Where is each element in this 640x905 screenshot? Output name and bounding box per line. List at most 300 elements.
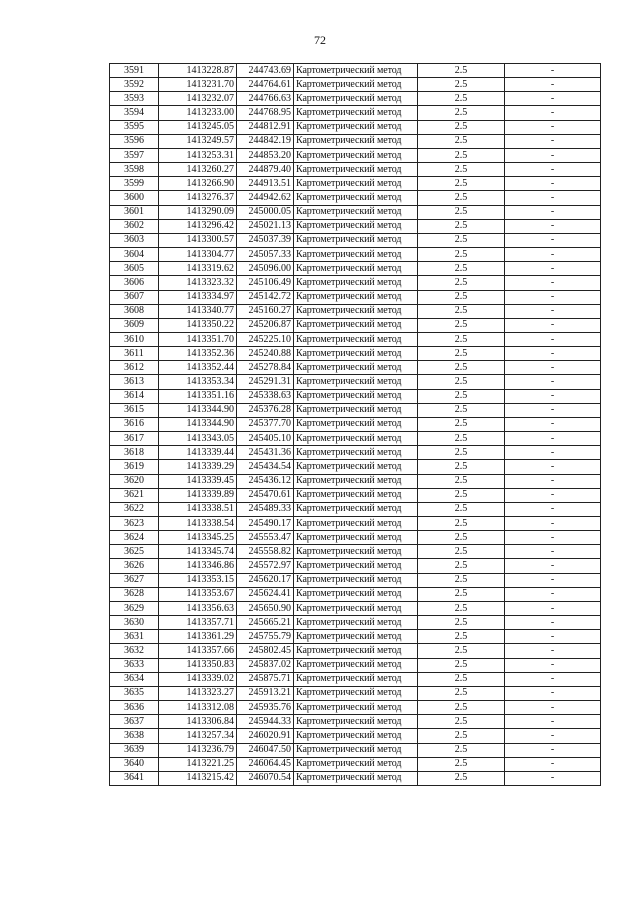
method-cell: Картометрический метод: [294, 686, 418, 700]
note-cell: -: [505, 601, 601, 615]
table-row: [110, 177, 601, 191]
accuracy-cell: 2.5: [418, 460, 505, 474]
table-row: [110, 488, 601, 502]
y-coordinate-cell: 245160.27: [237, 304, 294, 318]
accuracy-cell: 2.5: [418, 177, 505, 191]
y-coordinate-cell: 245096.00: [237, 262, 294, 276]
accuracy-cell: 2.5: [418, 587, 505, 601]
x-coordinate-cell: 1413257.34: [159, 729, 237, 743]
x-coordinate-cell: 1413245.05: [159, 120, 237, 134]
x-coordinate-cell: 1413339.29: [159, 460, 237, 474]
table-row: [110, 432, 601, 446]
table-row: [110, 757, 601, 771]
method-cell: Картометрический метод: [294, 587, 418, 601]
table-row: [110, 545, 601, 559]
table-row: [110, 743, 601, 757]
method-cell: Картометрический метод: [294, 120, 418, 134]
y-coordinate-cell: 245624.41: [237, 587, 294, 601]
point-number-cell: 3599: [110, 177, 159, 191]
note-cell: -: [505, 573, 601, 587]
point-number-cell: 3595: [110, 120, 159, 134]
y-coordinate-cell: 245944.33: [237, 715, 294, 729]
y-coordinate-cell: 245935.76: [237, 701, 294, 715]
x-coordinate-cell: 1413312.08: [159, 701, 237, 715]
note-cell: -: [505, 177, 601, 191]
y-coordinate-cell: 245650.90: [237, 601, 294, 615]
x-coordinate-cell: 1413350.22: [159, 318, 237, 332]
x-coordinate-cell: 1413338.51: [159, 502, 237, 516]
method-cell: Картометрический метод: [294, 601, 418, 615]
note-cell: -: [505, 488, 601, 502]
method-cell: Картометрический метод: [294, 531, 418, 545]
table-row: [110, 474, 601, 488]
y-coordinate-cell: 245000.05: [237, 205, 294, 219]
x-coordinate-cell: 1413344.90: [159, 403, 237, 417]
y-coordinate-cell: 244853.20: [237, 148, 294, 162]
point-number-cell: 3626: [110, 559, 159, 573]
y-coordinate-cell: 245436.12: [237, 474, 294, 488]
point-number-cell: 3635: [110, 686, 159, 700]
point-number-cell: 3623: [110, 517, 159, 531]
x-coordinate-cell: 1413351.16: [159, 389, 237, 403]
note-cell: -: [505, 106, 601, 120]
note-cell: -: [505, 347, 601, 361]
method-cell: Картометрический метод: [294, 191, 418, 205]
note-cell: -: [505, 432, 601, 446]
x-coordinate-cell: 1413345.74: [159, 545, 237, 559]
accuracy-cell: 2.5: [418, 601, 505, 615]
method-cell: Картометрический метод: [294, 460, 418, 474]
accuracy-cell: 2.5: [418, 488, 505, 502]
x-coordinate-cell: 1413351.70: [159, 332, 237, 346]
point-number-cell: 3625: [110, 545, 159, 559]
note-cell: -: [505, 120, 601, 134]
note-cell: -: [505, 276, 601, 290]
table-row: [110, 191, 601, 205]
accuracy-cell: 2.5: [418, 474, 505, 488]
point-number-cell: 3639: [110, 743, 159, 757]
x-coordinate-cell: 1413296.42: [159, 219, 237, 233]
table-row: [110, 517, 601, 531]
point-number-cell: 3641: [110, 771, 159, 785]
x-coordinate-cell: 1413350.83: [159, 658, 237, 672]
method-cell: Картометрический метод: [294, 276, 418, 290]
x-coordinate-cell: 1413290.09: [159, 205, 237, 219]
method-cell: Картометрический метод: [294, 148, 418, 162]
accuracy-cell: 2.5: [418, 630, 505, 644]
accuracy-cell: 2.5: [418, 361, 505, 375]
x-coordinate-cell: 1413300.57: [159, 233, 237, 247]
x-coordinate-cell: 1413344.90: [159, 417, 237, 431]
point-number-cell: 3634: [110, 672, 159, 686]
method-cell: Картометрический метод: [294, 729, 418, 743]
note-cell: -: [505, 587, 601, 601]
method-cell: Картометрический метод: [294, 332, 418, 346]
x-coordinate-cell: 1413353.15: [159, 573, 237, 587]
point-number-cell: 3637: [110, 715, 159, 729]
x-coordinate-cell: 1413304.77: [159, 248, 237, 262]
note-cell: -: [505, 686, 601, 700]
method-cell: Картометрический метод: [294, 743, 418, 757]
y-coordinate-cell: 245434.54: [237, 460, 294, 474]
x-coordinate-cell: 1413323.32: [159, 276, 237, 290]
accuracy-cell: 2.5: [418, 686, 505, 700]
y-coordinate-cell: 244879.40: [237, 163, 294, 177]
y-coordinate-cell: 245278.84: [237, 361, 294, 375]
x-coordinate-cell: 1413306.84: [159, 715, 237, 729]
x-coordinate-cell: 1413352.36: [159, 347, 237, 361]
accuracy-cell: 2.5: [418, 92, 505, 106]
x-coordinate-cell: 1413339.45: [159, 474, 237, 488]
method-cell: Картометрический метод: [294, 474, 418, 488]
y-coordinate-cell: 246064.45: [237, 757, 294, 771]
note-cell: -: [505, 233, 601, 247]
note-cell: -: [505, 290, 601, 304]
method-cell: Картометрический метод: [294, 205, 418, 219]
accuracy-cell: 2.5: [418, 389, 505, 403]
note-cell: -: [505, 502, 601, 516]
table-row: [110, 120, 601, 134]
table-row: [110, 248, 601, 262]
accuracy-cell: 2.5: [418, 205, 505, 219]
table-row: [110, 318, 601, 332]
note-cell: -: [505, 375, 601, 389]
table-row: [110, 403, 601, 417]
method-cell: Картометрический метод: [294, 290, 418, 304]
method-cell: Картометрический метод: [294, 248, 418, 262]
x-coordinate-cell: 1413353.67: [159, 587, 237, 601]
accuracy-cell: 2.5: [418, 417, 505, 431]
accuracy-cell: 2.5: [418, 148, 505, 162]
point-number-cell: 3592: [110, 78, 159, 92]
point-number-cell: 3636: [110, 701, 159, 715]
method-cell: Картометрический метод: [294, 715, 418, 729]
table-row: [110, 460, 601, 474]
method-cell: Картометрический метод: [294, 92, 418, 106]
table-row: [110, 601, 601, 615]
table-row: [110, 361, 601, 375]
x-coordinate-cell: 1413334.97: [159, 290, 237, 304]
method-cell: Картометрический метод: [294, 559, 418, 573]
point-number-cell: 3610: [110, 332, 159, 346]
y-coordinate-cell: 245913.21: [237, 686, 294, 700]
accuracy-cell: 2.5: [418, 375, 505, 389]
method-cell: Картометрический метод: [294, 134, 418, 148]
table-row: [110, 78, 601, 92]
accuracy-cell: 2.5: [418, 672, 505, 686]
accuracy-cell: 2.5: [418, 658, 505, 672]
method-cell: Картометрический метод: [294, 389, 418, 403]
note-cell: -: [505, 262, 601, 276]
method-cell: Картометрический метод: [294, 644, 418, 658]
accuracy-cell: 2.5: [418, 517, 505, 531]
x-coordinate-cell: 1413231.70: [159, 78, 237, 92]
note-cell: -: [505, 701, 601, 715]
x-coordinate-cell: 1413352.44: [159, 361, 237, 375]
x-coordinate-cell: 1413338.54: [159, 517, 237, 531]
point-number-cell: 3622: [110, 502, 159, 516]
point-number-cell: 3616: [110, 417, 159, 431]
x-coordinate-cell: 1413236.79: [159, 743, 237, 757]
point-number-cell: 3606: [110, 276, 159, 290]
note-cell: -: [505, 403, 601, 417]
x-coordinate-cell: 1413346.86: [159, 559, 237, 573]
y-coordinate-cell: 245490.17: [237, 517, 294, 531]
y-coordinate-cell: 246070.54: [237, 771, 294, 785]
note-cell: -: [505, 715, 601, 729]
note-cell: -: [505, 446, 601, 460]
accuracy-cell: 2.5: [418, 715, 505, 729]
point-number-cell: 3627: [110, 573, 159, 587]
method-cell: Картометрический метод: [294, 106, 418, 120]
note-cell: -: [505, 163, 601, 177]
table-row: [110, 389, 601, 403]
y-coordinate-cell: 245620.17: [237, 573, 294, 587]
note-cell: -: [505, 658, 601, 672]
point-number-cell: 3603: [110, 233, 159, 247]
point-number-cell: 3598: [110, 163, 159, 177]
point-number-cell: 3624: [110, 531, 159, 545]
table-row: [110, 658, 601, 672]
x-coordinate-cell: 1413260.27: [159, 163, 237, 177]
y-coordinate-cell: 245376.28: [237, 403, 294, 417]
coordinates-table-body: [110, 64, 601, 786]
y-coordinate-cell: 245106.49: [237, 276, 294, 290]
accuracy-cell: 2.5: [418, 304, 505, 318]
accuracy-cell: 2.5: [418, 545, 505, 559]
table-row: [110, 771, 601, 785]
note-cell: -: [505, 219, 601, 233]
point-number-cell: 3609: [110, 318, 159, 332]
table-row: [110, 290, 601, 304]
method-cell: Картометрический метод: [294, 757, 418, 771]
table-row: [110, 375, 601, 389]
accuracy-cell: 2.5: [418, 191, 505, 205]
point-number-cell: 3600: [110, 191, 159, 205]
y-coordinate-cell: 245037.39: [237, 233, 294, 247]
note-cell: -: [505, 460, 601, 474]
method-cell: Картометрический метод: [294, 502, 418, 516]
note-cell: -: [505, 743, 601, 757]
note-cell: -: [505, 318, 601, 332]
note-cell: -: [505, 134, 601, 148]
method-cell: Картометрический метод: [294, 318, 418, 332]
method-cell: Картометрический метод: [294, 304, 418, 318]
point-number-cell: 3613: [110, 375, 159, 389]
note-cell: -: [505, 148, 601, 162]
accuracy-cell: 2.5: [418, 403, 505, 417]
accuracy-cell: 2.5: [418, 332, 505, 346]
y-coordinate-cell: 245206.87: [237, 318, 294, 332]
y-coordinate-cell: 244743.69: [237, 64, 294, 78]
table-row: [110, 417, 601, 431]
table-row: [110, 163, 601, 177]
point-number-cell: 3605: [110, 262, 159, 276]
table-row: [110, 559, 601, 573]
y-coordinate-cell: 245291.31: [237, 375, 294, 389]
point-number-cell: 3607: [110, 290, 159, 304]
method-cell: Картометрический метод: [294, 403, 418, 417]
accuracy-cell: 2.5: [418, 106, 505, 120]
point-number-cell: 3631: [110, 630, 159, 644]
accuracy-cell: 2.5: [418, 78, 505, 92]
table-row: [110, 106, 601, 120]
method-cell: Картометрический метод: [294, 658, 418, 672]
accuracy-cell: 2.5: [418, 120, 505, 134]
y-coordinate-cell: 245377.70: [237, 417, 294, 431]
table-row: [110, 672, 601, 686]
y-coordinate-cell: 244766.63: [237, 92, 294, 106]
y-coordinate-cell: 245470.61: [237, 488, 294, 502]
y-coordinate-cell: 245802.45: [237, 644, 294, 658]
table-row: [110, 701, 601, 715]
accuracy-cell: 2.5: [418, 559, 505, 573]
table-row: [110, 573, 601, 587]
accuracy-cell: 2.5: [418, 502, 505, 516]
accuracy-cell: 2.5: [418, 290, 505, 304]
y-coordinate-cell: 246020.91: [237, 729, 294, 743]
accuracy-cell: 2.5: [418, 531, 505, 545]
point-number-cell: 3638: [110, 729, 159, 743]
y-coordinate-cell: 245875.71: [237, 672, 294, 686]
y-coordinate-cell: 245057.33: [237, 248, 294, 262]
x-coordinate-cell: 1413221.25: [159, 757, 237, 771]
method-cell: Картометрический метод: [294, 163, 418, 177]
note-cell: -: [505, 729, 601, 743]
method-cell: Картометрический метод: [294, 573, 418, 587]
accuracy-cell: 2.5: [418, 262, 505, 276]
accuracy-cell: 2.5: [418, 573, 505, 587]
x-coordinate-cell: 1413353.34: [159, 375, 237, 389]
point-number-cell: 3630: [110, 616, 159, 630]
x-coordinate-cell: 1413253.31: [159, 148, 237, 162]
method-cell: Картометрический метод: [294, 630, 418, 644]
point-number-cell: 3602: [110, 219, 159, 233]
x-coordinate-cell: 1413249.57: [159, 134, 237, 148]
note-cell: -: [505, 417, 601, 431]
x-coordinate-cell: 1413319.62: [159, 262, 237, 276]
table-row: [110, 148, 601, 162]
table-row: [110, 233, 601, 247]
x-coordinate-cell: 1413356.63: [159, 601, 237, 615]
table-row: [110, 729, 601, 743]
table-row: [110, 715, 601, 729]
x-coordinate-cell: 1413232.07: [159, 92, 237, 106]
note-cell: -: [505, 771, 601, 785]
x-coordinate-cell: 1413228.87: [159, 64, 237, 78]
method-cell: Картометрический метод: [294, 616, 418, 630]
point-number-cell: 3620: [110, 474, 159, 488]
accuracy-cell: 2.5: [418, 276, 505, 290]
x-coordinate-cell: 1413323.27: [159, 686, 237, 700]
accuracy-cell: 2.5: [418, 219, 505, 233]
method-cell: Картометрический метод: [294, 446, 418, 460]
method-cell: Картометрический метод: [294, 64, 418, 78]
note-cell: -: [505, 531, 601, 545]
point-number-cell: 3640: [110, 757, 159, 771]
method-cell: Картометрический метод: [294, 488, 418, 502]
point-number-cell: 3593: [110, 92, 159, 106]
accuracy-cell: 2.5: [418, 347, 505, 361]
note-cell: -: [505, 92, 601, 106]
table-row: [110, 531, 601, 545]
point-number-cell: 3618: [110, 446, 159, 460]
table-row: [110, 446, 601, 460]
method-cell: Картометрический метод: [294, 219, 418, 233]
table-row: [110, 276, 601, 290]
note-cell: -: [505, 474, 601, 488]
method-cell: Картометрический метод: [294, 545, 418, 559]
y-coordinate-cell: 245431.36: [237, 446, 294, 460]
accuracy-cell: 2.5: [418, 64, 505, 78]
method-cell: Картометрический метод: [294, 701, 418, 715]
y-coordinate-cell: 245837.02: [237, 658, 294, 672]
table-row: [110, 616, 601, 630]
table-row: [110, 64, 601, 78]
x-coordinate-cell: 1413215.42: [159, 771, 237, 785]
x-coordinate-cell: 1413357.66: [159, 644, 237, 658]
table-row: [110, 262, 601, 276]
table-row: [110, 134, 601, 148]
x-coordinate-cell: 1413340.77: [159, 304, 237, 318]
x-coordinate-cell: 1413266.90: [159, 177, 237, 191]
note-cell: -: [505, 559, 601, 573]
method-cell: Картометрический метод: [294, 432, 418, 446]
note-cell: -: [505, 672, 601, 686]
table-row: [110, 347, 601, 361]
y-coordinate-cell: 244942.62: [237, 191, 294, 205]
x-coordinate-cell: 1413357.71: [159, 616, 237, 630]
point-number-cell: 3594: [110, 106, 159, 120]
y-coordinate-cell: 246047.50: [237, 743, 294, 757]
method-cell: Картометрический метод: [294, 78, 418, 92]
accuracy-cell: 2.5: [418, 446, 505, 460]
table-row: [110, 644, 601, 658]
point-number-cell: 3633: [110, 658, 159, 672]
y-coordinate-cell: 245240.88: [237, 347, 294, 361]
point-number-cell: 3617: [110, 432, 159, 446]
note-cell: -: [505, 248, 601, 262]
table-row: [110, 304, 601, 318]
point-number-cell: 3632: [110, 644, 159, 658]
note-cell: -: [505, 630, 601, 644]
table-row: [110, 219, 601, 233]
point-number-cell: 3629: [110, 601, 159, 615]
x-coordinate-cell: 1413339.02: [159, 672, 237, 686]
method-cell: Картометрический метод: [294, 771, 418, 785]
y-coordinate-cell: 244842.19: [237, 134, 294, 148]
accuracy-cell: 2.5: [418, 163, 505, 177]
point-number-cell: 3591: [110, 64, 159, 78]
method-cell: Картометрический метод: [294, 375, 418, 389]
x-coordinate-cell: 1413345.25: [159, 531, 237, 545]
point-number-cell: 3619: [110, 460, 159, 474]
point-number-cell: 3615: [110, 403, 159, 417]
accuracy-cell: 2.5: [418, 318, 505, 332]
page-number: 72: [314, 33, 326, 47]
table-row: [110, 587, 601, 601]
y-coordinate-cell: 245572.97: [237, 559, 294, 573]
x-coordinate-cell: 1413343.05: [159, 432, 237, 446]
point-number-cell: 3608: [110, 304, 159, 318]
method-cell: Картометрический метод: [294, 177, 418, 191]
coordinates-table: [109, 63, 601, 786]
y-coordinate-cell: 244913.51: [237, 177, 294, 191]
point-number-cell: 3621: [110, 488, 159, 502]
method-cell: Картометрический метод: [294, 361, 418, 375]
note-cell: -: [505, 545, 601, 559]
accuracy-cell: 2.5: [418, 743, 505, 757]
